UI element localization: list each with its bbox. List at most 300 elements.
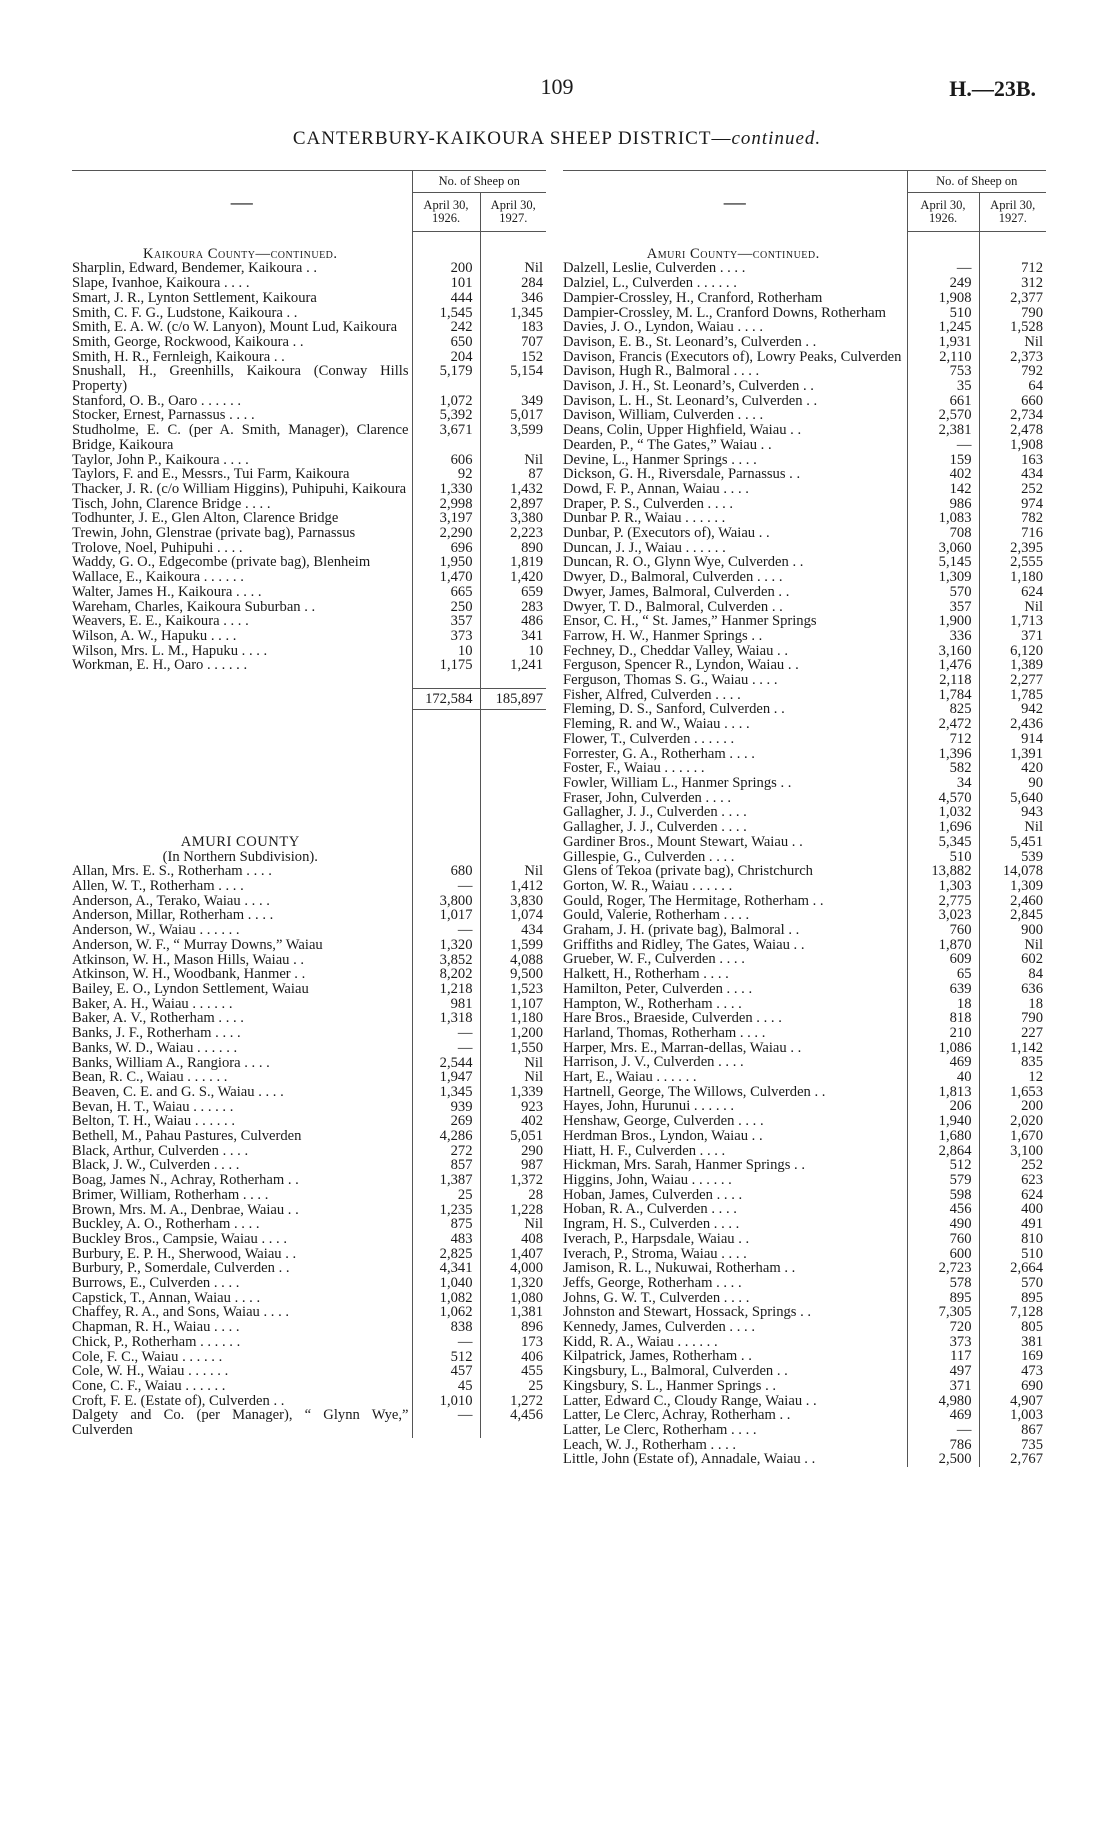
sheep-1926: — bbox=[412, 1026, 480, 1041]
owner-name: Henshaw, George, Culverden . . . . bbox=[563, 1113, 764, 1130]
sheep-1927: 1,372 bbox=[480, 1173, 546, 1188]
sheep-1926: 444 bbox=[412, 291, 480, 306]
sheep-1927: 660 bbox=[979, 394, 1046, 409]
sheep-1926: 25 bbox=[412, 1188, 480, 1203]
table-row bbox=[563, 453, 1046, 468]
sheep-1926: 371 bbox=[907, 1379, 979, 1394]
owner-name: Davies, J. O., Lyndon, Waiau . . . . bbox=[563, 319, 764, 336]
sheep-1926: 1,062 bbox=[412, 1305, 480, 1320]
sheep-1926: 1,900 bbox=[907, 614, 979, 629]
sheep-1926: 101 bbox=[412, 276, 480, 291]
sheep-1926: 1,396 bbox=[907, 747, 979, 762]
sheep-1926: 696 bbox=[412, 541, 480, 556]
sheep-1927: 2,767 bbox=[979, 1452, 1046, 1467]
sheep-1927: 792 bbox=[979, 364, 1046, 379]
owner-name: Anderson, W., Waiau . . . . . . bbox=[72, 922, 240, 939]
table-row bbox=[563, 1320, 1046, 1335]
sheep-1927: 87 bbox=[480, 467, 546, 482]
table-row bbox=[72, 467, 546, 482]
sheep-1926: 708 bbox=[907, 526, 979, 541]
owner-name: Deans, Colin, Upper Highfield, Waiau . . bbox=[563, 422, 802, 439]
sheep-count-header: No. of Sheep on bbox=[907, 171, 1046, 193]
sheep-1926: 3,197 bbox=[412, 511, 480, 526]
sheep-1927: Nil bbox=[480, 1217, 546, 1232]
sheep-1926: 65 bbox=[907, 967, 979, 982]
owner-name: Bean, R. C., Waiau . . . . . . bbox=[72, 1069, 228, 1086]
table-row bbox=[72, 1291, 546, 1306]
sheep-1927: 5,451 bbox=[979, 835, 1046, 850]
page-title-main: CANTERBURY-KAIKOURA SHEEP DISTRICT— bbox=[292, 128, 732, 149]
sheep-1927: 1,550 bbox=[480, 1041, 546, 1056]
owner-name: Gallagher, J. J., Culverden . . . . bbox=[563, 819, 747, 836]
owner-name: Trolove, Noel, Puhipuhi . . . . bbox=[72, 539, 243, 556]
owner-name: Flower, T., Culverden . . . . . . bbox=[563, 730, 735, 747]
table-row bbox=[72, 423, 546, 452]
sheep-1927: 805 bbox=[979, 1320, 1046, 1335]
sheep-1927: 2,373 bbox=[979, 350, 1046, 365]
section-subheading: (In Northern Subdivision). bbox=[72, 850, 546, 865]
table-row bbox=[563, 629, 1046, 644]
table-row bbox=[563, 320, 1046, 335]
owner-name: Davison, E. B., St. Leonard’s, Culverden . . bbox=[563, 333, 817, 350]
sheep-1926: 206 bbox=[907, 1099, 979, 1114]
table-row bbox=[563, 394, 1046, 409]
document-reference: H.—23B. bbox=[949, 76, 1036, 101]
sheep-1927: 1,180 bbox=[979, 570, 1046, 585]
owner-name: Gallagher, J. J., Culverden . . . . bbox=[563, 804, 747, 821]
sheep-1927: 2,377 bbox=[979, 291, 1046, 306]
owner-name: Stanford, O. B., Oaro . . . . . . bbox=[72, 392, 242, 409]
table-row bbox=[563, 511, 1046, 526]
owner-name: Burbury, E. P. H., Sherwood, Waiau . . bbox=[72, 1245, 297, 1262]
table-row bbox=[72, 511, 546, 526]
sheep-1927: 4,456 bbox=[480, 1408, 546, 1437]
owner-name: Wareham, Charles, Kaikoura Suburban . . bbox=[72, 598, 316, 615]
sheep-1926: 1,696 bbox=[907, 820, 979, 835]
owner-name: Latter, Le Clerc, Achray, Rotherham . . bbox=[563, 1407, 791, 1424]
sheep-1927: 406 bbox=[480, 1350, 546, 1365]
sheep-1927: 402 bbox=[480, 1114, 546, 1129]
sheep-1926: 2,570 bbox=[907, 408, 979, 423]
sheep-1927: 3,100 bbox=[979, 1144, 1046, 1159]
owner-name: Hampton, W., Rotherham . . . . bbox=[563, 995, 742, 1012]
sheep-1926: 357 bbox=[412, 614, 480, 629]
table-row bbox=[72, 1261, 546, 1276]
sheep-1926: 2,998 bbox=[412, 497, 480, 512]
sheep-1926: 1,330 bbox=[412, 482, 480, 497]
sheep-1927: 914 bbox=[979, 732, 1046, 747]
owner-name: Dalgety and Co. (per Manager), “ Glynn Wye,” Culverden bbox=[72, 1407, 409, 1439]
sheep-1926: 895 bbox=[907, 1291, 979, 1306]
sheep-1927: 14,078 bbox=[979, 864, 1046, 879]
sheep-1926: 1,470 bbox=[412, 570, 480, 585]
owner-name: Gorton, W. R., Waiau . . . . . . bbox=[563, 877, 733, 894]
table-row bbox=[72, 1158, 546, 1173]
table-row bbox=[563, 614, 1046, 629]
sheep-1926: 1,476 bbox=[907, 658, 979, 673]
table-row bbox=[563, 1305, 1046, 1320]
sheep-1926: 512 bbox=[412, 1350, 480, 1365]
owner-name: Kennedy, James, Culverden . . . . bbox=[563, 1319, 755, 1336]
owner-name: Boag, James N., Achray, Rotherham . . bbox=[72, 1172, 299, 1189]
table-row bbox=[563, 673, 1046, 688]
owner-name: Burrows, E., Culverden . . . . bbox=[72, 1275, 240, 1292]
sheep-1927: 341 bbox=[480, 629, 546, 644]
sheep-1927: 173 bbox=[480, 1335, 546, 1350]
sheep-1927: 895 bbox=[979, 1291, 1046, 1306]
sheep-1927: 1,381 bbox=[480, 1305, 546, 1320]
table-row bbox=[72, 1011, 546, 1026]
sheep-1927: 782 bbox=[979, 511, 1046, 526]
table-row bbox=[563, 335, 1046, 350]
owner-name: Davison, J. H., St. Leonard’s, Culverden . . bbox=[563, 378, 814, 395]
owner-name: Tisch, John, Clarence Bridge . . . . bbox=[72, 495, 271, 512]
table-row bbox=[72, 364, 546, 393]
table-row bbox=[563, 952, 1046, 967]
owner-name: Latter, Le Clerc, Rotherham . . . . bbox=[563, 1421, 757, 1438]
sheep-1927: 1,653 bbox=[979, 1085, 1046, 1100]
sheep-1927: 284 bbox=[480, 276, 546, 291]
sheep-1927: 4,000 bbox=[480, 1261, 546, 1276]
table-row bbox=[563, 423, 1046, 438]
header-row bbox=[72, 171, 546, 193]
owner-name: Croft, F. E. (Estate of), Culverden . . bbox=[72, 1392, 285, 1409]
sheep-1927: 900 bbox=[979, 923, 1046, 938]
owner-name: Kidd, R. A., Waiau . . . . . . bbox=[563, 1333, 718, 1350]
owner-name: Atkinson, W. H., Mason Hills, Waiau . . bbox=[72, 951, 305, 968]
sheep-1926: 609 bbox=[907, 952, 979, 967]
sheep-1927: Nil bbox=[480, 261, 546, 276]
owner-name: Harland, Thomas, Rotherham . . . . bbox=[563, 1024, 766, 1041]
sheep-1926: 8,202 bbox=[412, 967, 480, 982]
owner-name: Harrison, J. V., Culverden . . . . bbox=[563, 1054, 744, 1071]
table-row bbox=[563, 291, 1046, 306]
table-row bbox=[72, 923, 546, 938]
owner-name: Anderson, W. F., “ Murray Downs,” Waiau bbox=[72, 936, 323, 953]
sheep-1927: 455 bbox=[480, 1364, 546, 1379]
sheep-1927: 602 bbox=[979, 952, 1046, 967]
sheep-1926: 35 bbox=[907, 379, 979, 394]
sheep-1927: Nil bbox=[480, 453, 546, 468]
table-row bbox=[72, 276, 546, 291]
sheep-1927: 420 bbox=[979, 761, 1046, 776]
sheep-1926: 2,864 bbox=[907, 1144, 979, 1159]
sheep-1927: 790 bbox=[979, 306, 1046, 321]
sheep-1926: 34 bbox=[907, 776, 979, 791]
table-row bbox=[72, 497, 546, 512]
table-row bbox=[563, 1173, 1046, 1188]
sheep-1927: 1,272 bbox=[480, 1394, 546, 1409]
owner-name: Brown, Mrs. M. A., Denbrae, Waiau . . bbox=[72, 1201, 299, 1218]
owner-name: Dampier-Crossley, H., Cranford, Rotherham bbox=[563, 289, 823, 306]
table-row bbox=[72, 953, 546, 968]
owner-name: Sharplin, Edward, Bendemer, Kaikoura . . bbox=[72, 260, 318, 277]
sheep-1926: 200 bbox=[412, 261, 480, 276]
sheep-1927: 28 bbox=[480, 1188, 546, 1203]
owner-name: Dwyer, T. D., Balmoral, Culverden . . bbox=[563, 598, 783, 615]
table-row bbox=[563, 1158, 1046, 1173]
table-row bbox=[72, 453, 546, 468]
sheep-1927: 1,142 bbox=[979, 1041, 1046, 1056]
sheep-1926: 1,017 bbox=[412, 908, 480, 923]
table-row bbox=[72, 1129, 546, 1144]
owner-name: Hayes, John, Hurunui . . . . . . bbox=[563, 1098, 735, 1115]
sheep-1927: 6,120 bbox=[979, 644, 1046, 659]
sheep-1926: — bbox=[412, 1335, 480, 1350]
table-row bbox=[563, 835, 1046, 850]
sheep-1927: Nil bbox=[480, 1056, 546, 1071]
table-row bbox=[72, 1203, 546, 1218]
table-row bbox=[563, 1247, 1046, 1262]
sheep-1927: 84 bbox=[979, 967, 1046, 982]
sheep-1926: 1,218 bbox=[412, 982, 480, 997]
owner-name: Studholme, E. C. (per A. Smith, Manager), Clarence Bridge, Kaikoura bbox=[72, 422, 409, 453]
table-row bbox=[563, 1394, 1046, 1409]
sheep-1927: 570 bbox=[979, 1276, 1046, 1291]
owner-name: Duncan, R. O., Glynn Wye, Culverden . . bbox=[563, 554, 804, 571]
table-row bbox=[563, 1070, 1046, 1085]
owner-name: Little, John (Estate of), Annadale, Waiau . . bbox=[563, 1451, 816, 1468]
sheep-1927: 252 bbox=[979, 1158, 1046, 1173]
sheep-1926: — bbox=[412, 1041, 480, 1056]
owner-name: Weavers, E. E., Kaikoura . . . . bbox=[72, 613, 249, 630]
sheep-1926: 1,318 bbox=[412, 1011, 480, 1026]
table-row bbox=[72, 600, 546, 615]
table-row bbox=[563, 379, 1046, 394]
owner-name: Chick, P., Rotherham . . . . . . bbox=[72, 1333, 241, 1350]
sheep-1926: — bbox=[412, 879, 480, 894]
table-row bbox=[563, 1026, 1046, 1041]
sheep-1926: 1,245 bbox=[907, 320, 979, 335]
table-row bbox=[563, 1217, 1046, 1232]
table-row bbox=[72, 908, 546, 923]
sheep-1926: 357 bbox=[907, 600, 979, 615]
owner-name: Snushall, H., Greenhills, Kaikoura (Conway Hills Property) bbox=[72, 363, 409, 395]
sheep-1926: 373 bbox=[907, 1335, 979, 1350]
owner-name: Allen, W. T., Rotherham . . . . bbox=[72, 878, 244, 895]
owner-name: Bailey, E. O., Lyndon Settlement, Waiau bbox=[72, 981, 309, 997]
sheep-1926: 5,392 bbox=[412, 408, 480, 423]
header-row bbox=[563, 171, 1046, 193]
sheep-1926: 2,118 bbox=[907, 673, 979, 688]
owner-name: Workman, E. H., Oaro . . . . . . bbox=[72, 657, 248, 674]
sheep-1926: 1,784 bbox=[907, 688, 979, 703]
sheep-1926: 650 bbox=[412, 335, 480, 350]
sheep-count-header: No. of Sheep on bbox=[412, 171, 546, 193]
sheep-1926: — bbox=[907, 1423, 979, 1438]
sheep-1926: 1,950 bbox=[412, 555, 480, 570]
sheep-1926: 10 bbox=[412, 644, 480, 659]
owner-name: Wallace, E., Kaikoura . . . . . . bbox=[72, 569, 244, 586]
sheep-1927: 942 bbox=[979, 702, 1046, 717]
owner-name: Higgins, John, Waiau . . . . . . bbox=[563, 1171, 732, 1188]
table-row bbox=[563, 467, 1046, 482]
table-row bbox=[72, 938, 546, 953]
sheep-1927: 12 bbox=[979, 1070, 1046, 1085]
table-row bbox=[72, 1056, 546, 1071]
owner-name: Fisher, Alfred, Culverden . . . . bbox=[563, 686, 741, 703]
table-row bbox=[563, 894, 1046, 909]
table-row bbox=[72, 570, 546, 585]
table-row bbox=[72, 1247, 546, 1262]
sheep-1926: 469 bbox=[907, 1055, 979, 1070]
owner-name: Kilpatrick, James, Rotherham . . bbox=[563, 1348, 752, 1365]
table-row bbox=[563, 1129, 1046, 1144]
sheep-1927: 7,128 bbox=[979, 1305, 1046, 1320]
owner-name: Banks, J. F., Rotherham . . . . bbox=[72, 1025, 241, 1042]
sheep-1926: 2,825 bbox=[412, 1247, 480, 1262]
sheep-1927: 636 bbox=[979, 982, 1046, 997]
sheep-1926: 18 bbox=[907, 997, 979, 1012]
table-row bbox=[72, 1085, 546, 1100]
sheep-1927: 1,074 bbox=[480, 908, 546, 923]
sheep-1927: 1,391 bbox=[979, 747, 1046, 762]
owner-name: Anderson, A., Terako, Waiau . . . . bbox=[72, 892, 270, 909]
sheep-1927: 381 bbox=[979, 1335, 1046, 1350]
owner-name: Davison, L. H., St. Leonard’s, Culverden . . bbox=[563, 392, 818, 409]
table-row bbox=[563, 658, 1046, 673]
sheep-1927: 152 bbox=[480, 350, 546, 365]
table-row bbox=[563, 732, 1046, 747]
sheep-1927: 1,785 bbox=[979, 688, 1046, 703]
sheep-1926: 1,931 bbox=[907, 335, 979, 350]
owner-name: Waddy, G. O., Edgecombe (private bag), Blenheim bbox=[72, 554, 371, 571]
sheep-1926: 753 bbox=[907, 364, 979, 379]
table-row bbox=[563, 1114, 1046, 1129]
sheep-1927: 312 bbox=[979, 276, 1046, 291]
owner-name: Cole, F. C., Waiau . . . . . . bbox=[72, 1348, 223, 1365]
sheep-1926: 204 bbox=[412, 350, 480, 365]
sheep-1926: 510 bbox=[907, 306, 979, 321]
table-row bbox=[563, 261, 1046, 276]
owner-name: Hamilton, Peter, Culverden . . . . bbox=[563, 980, 753, 997]
owner-name: Capstick, T., Annan, Waiau . . . . bbox=[72, 1289, 261, 1306]
col-1926-header: April 30, 1926. bbox=[412, 193, 480, 232]
table-row bbox=[72, 1232, 546, 1247]
sheep-1926: 986 bbox=[907, 497, 979, 512]
table-row bbox=[563, 306, 1046, 321]
table-row bbox=[563, 1011, 1046, 1026]
owner-name: Dalziel, L., Culverden . . . . . . bbox=[563, 275, 737, 292]
owner-name: Banks, William A., Rangiora . . . . bbox=[72, 1054, 270, 1071]
sheep-1927: 923 bbox=[480, 1100, 546, 1115]
sheep-1927: 252 bbox=[979, 482, 1046, 497]
total-1927: 185,897 bbox=[480, 688, 546, 710]
sheep-1926: 1,320 bbox=[412, 938, 480, 953]
sheep-1926: 939 bbox=[412, 1100, 480, 1115]
sheep-1927: 1,180 bbox=[480, 1011, 546, 1026]
table-row bbox=[72, 614, 546, 629]
sheep-1926: 13,882 bbox=[907, 864, 979, 879]
sheep-1926: 45 bbox=[412, 1379, 480, 1394]
sheep-1926: 3,852 bbox=[412, 953, 480, 968]
sheep-1926: 4,980 bbox=[907, 1394, 979, 1409]
owner-name: Fleming, R. and W., Waiau . . . . bbox=[563, 716, 750, 733]
sheep-1926: 249 bbox=[907, 276, 979, 291]
owner-name: Allan, Mrs. E. S., Rotherham . . . . bbox=[72, 863, 272, 880]
sheep-1927: 4,907 bbox=[979, 1394, 1046, 1409]
owner-name: Latter, Edward C., Cloudy Range, Waiau . . bbox=[563, 1392, 817, 1409]
sheep-1927: Nil bbox=[979, 335, 1046, 350]
owner-name: Ensor, C. H., “ St. James,” Hanmer Springs bbox=[563, 613, 817, 630]
table-row bbox=[72, 1026, 546, 1041]
sheep-1927: 491 bbox=[979, 1217, 1046, 1232]
sheep-1927: 434 bbox=[979, 467, 1046, 482]
sheep-1926: 1,086 bbox=[907, 1041, 979, 1056]
sheep-1926: 981 bbox=[412, 997, 480, 1012]
sheep-1927: 1,819 bbox=[480, 555, 546, 570]
sheep-1927: 987 bbox=[480, 1158, 546, 1173]
sheep-1927: Nil bbox=[480, 1070, 546, 1085]
owner-name: Forrester, G. A., Rotherham . . . . bbox=[563, 745, 755, 762]
owner-name: Smith, E. A. W. (c/o W. Lanyon), Mount Lud, Kaikoura bbox=[72, 319, 398, 336]
sheep-1927: 2,223 bbox=[480, 526, 546, 541]
table-row bbox=[563, 438, 1046, 453]
table-row bbox=[72, 982, 546, 997]
table-row bbox=[72, 1114, 546, 1129]
sheep-1926: 570 bbox=[907, 585, 979, 600]
owner-name: Bethell, M., Pahau Pastures, Culverden bbox=[72, 1128, 302, 1145]
page-title bbox=[0, 128, 1114, 150]
sheep-1926: 818 bbox=[907, 1011, 979, 1026]
sheep-1926: 1,040 bbox=[412, 1276, 480, 1291]
sheep-1927: Nil bbox=[979, 600, 1046, 615]
sheep-1926: 5,345 bbox=[907, 835, 979, 850]
table-row bbox=[563, 1408, 1046, 1423]
sheep-1926: 456 bbox=[907, 1202, 979, 1217]
section-heading: AMURI COUNTY bbox=[72, 835, 546, 850]
sheep-1926: 1,309 bbox=[907, 570, 979, 585]
table-row bbox=[563, 1438, 1046, 1453]
sheep-1926: 665 bbox=[412, 585, 480, 600]
sheep-1927: 1,339 bbox=[480, 1085, 546, 1100]
sheep-1926: 1,082 bbox=[412, 1291, 480, 1306]
sheep-1926: 3,800 bbox=[412, 894, 480, 909]
sheep-1926: 1,072 bbox=[412, 394, 480, 409]
owner-name: Harper, Mrs. E., Marran-dellas, Waiau . . bbox=[563, 1039, 802, 1056]
owner-name: Dunbar P. R., Waiau . . . . . . bbox=[563, 510, 726, 527]
table-row bbox=[72, 1100, 546, 1115]
sheep-1927: 974 bbox=[979, 497, 1046, 512]
owner-name: Dalzell, Leslie, Culverden . . . . bbox=[563, 260, 746, 277]
sheep-1927: 200 bbox=[979, 1099, 1046, 1114]
table-row bbox=[72, 555, 546, 570]
sheep-1926: 497 bbox=[907, 1364, 979, 1379]
owner-name: Belton, T. H., Waiau . . . . . . bbox=[72, 1113, 235, 1130]
sheep-1927: 2,436 bbox=[979, 717, 1046, 732]
table-row bbox=[72, 1070, 546, 1085]
sheep-1926: 2,472 bbox=[907, 717, 979, 732]
sheep-1926: 825 bbox=[907, 702, 979, 717]
sheep-1927: 1,003 bbox=[979, 1408, 1046, 1423]
sheep-1927: 346 bbox=[480, 291, 546, 306]
table-row bbox=[563, 1423, 1046, 1438]
table-row bbox=[72, 644, 546, 659]
owner-name: Johns, G. W. T., Culverden . . . . bbox=[563, 1289, 750, 1306]
table-row bbox=[563, 879, 1046, 894]
owner-name: Graham, J. H. (private bag), Balmoral . . bbox=[563, 922, 800, 939]
sheep-1926: 1,940 bbox=[907, 1114, 979, 1129]
sheep-1927: 2,020 bbox=[979, 1114, 1046, 1129]
sheep-1927: 3,830 bbox=[480, 894, 546, 909]
table-row bbox=[563, 1452, 1046, 1467]
owner-name: Draper, P. S., Culverden . . . . bbox=[563, 495, 734, 512]
sheep-1926: 1,032 bbox=[907, 805, 979, 820]
table-row bbox=[72, 320, 546, 335]
sheep-1926: 680 bbox=[412, 864, 480, 879]
sheep-1927: 486 bbox=[480, 614, 546, 629]
owner-name: Wilson, Mrs. L. M., Hapuku . . . . bbox=[72, 642, 268, 659]
